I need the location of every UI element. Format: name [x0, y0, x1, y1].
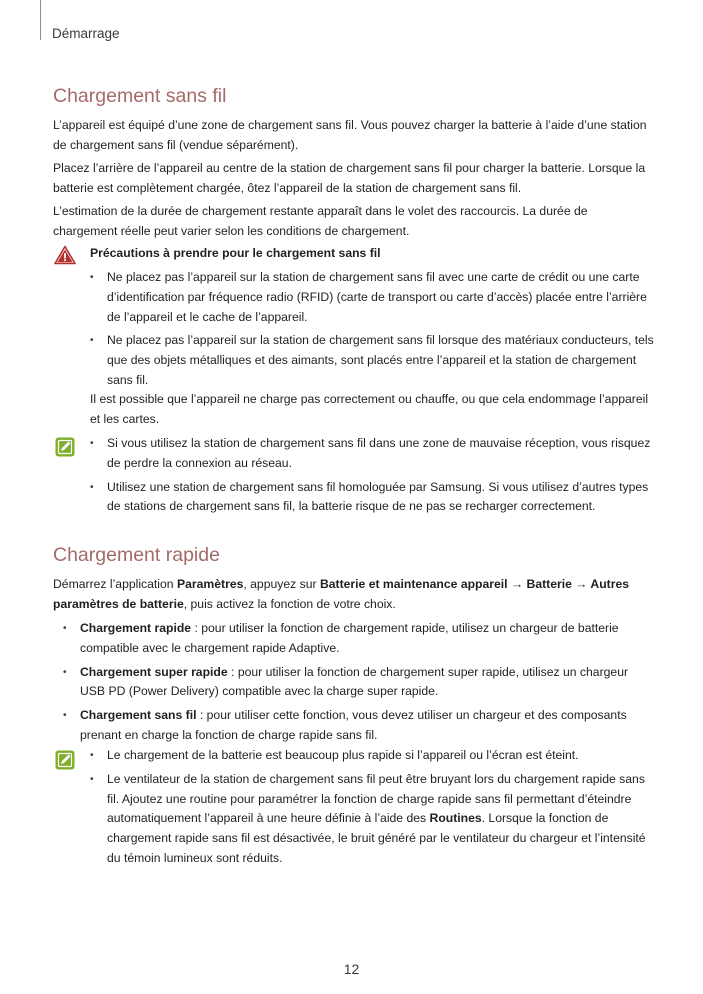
section-title-wireless: Chargement sans fil: [53, 85, 227, 107]
note-item-text: Le ventilateur de la station de chargement sans fil peut être bruyant lors du chargement rapide sans fil. Ajoutez une routine pour paramétrer la fonction de charge rapide sans fil permettant d’éteindre automatiquement l’appareil à une heure définie à l’aide des: [107, 771, 645, 826]
note-item-text: Le chargement de la batterie est beaucoup plus rapide si l’appareil ou l’écran est éteint.: [107, 748, 579, 762]
fast-note-list: [90, 746, 655, 873]
intro-text: Démarrez l’application: [53, 577, 177, 591]
option-text: : pour utiliser la fonction de chargement super rapide, utilisez un chargeur USB PD (Power Delivery) compatible avec la charge super rapide.: [80, 664, 629, 699]
list-item: [90, 746, 655, 766]
bullet: •: [90, 272, 94, 283]
bullet: •: [63, 666, 67, 678]
note-pencil-icon: [55, 437, 75, 457]
bullet: •: [90, 335, 94, 347]
option-text: : pour utiliser cette fonction, vous devez utiliser un chargeur et des composants prenant en charge la fonction de charge rapide sans fil.: [80, 708, 627, 742]
intro-settings-path: Batterie et maintenance appareil → Batterie → Autres paramètres de batterie: [53, 577, 630, 611]
wireless-paragraph-3: L’estimation de la durée de chargement restante apparaît dans le volet des raccourcis. La durée de chargement réelle peut varier selon les conditions de chargement.: [53, 204, 588, 238]
bullet: •: [90, 438, 94, 449]
bullet: •: [63, 623, 67, 634]
list-item: [90, 770, 655, 869]
list-item: [90, 434, 655, 474]
wireless-paragraph-1: L’appareil est équipé d’une zone de chargement sans fil. Vous pouvez charger la batterie à l’aide d’une station de chargement sans fil (vendue séparément).: [53, 118, 647, 152]
list-item: [63, 619, 655, 659]
caution-title: Précautions à prendre pour le chargement sans fil: [90, 246, 381, 260]
wireless-note-list: [90, 434, 655, 521]
margin-line: [40, 0, 41, 40]
intro-text: , appuyez sur: [243, 577, 320, 591]
caution-note: Il est possible que l’appareil ne charge pas correctement ou chauffe, ou que cela endommage l’appareil et les cartes.: [90, 392, 649, 426]
bullet: •: [90, 750, 94, 761]
option-label: Chargement sans fil: [80, 708, 197, 723]
intro-text: , puis activez la fonction de votre choix.: [183, 596, 396, 611]
option-label: Chargement rapide: [80, 621, 192, 635]
wireless-paragraph-2: Placez l’arrière de l’appareil au centre de la station de chargement sans fil pour charger la batterie. Lorsque la batterie est complètement chargée, ôtez l’appareil de la station de chargement sans fil.: [53, 161, 646, 195]
bullet: •: [90, 773, 94, 785]
note-item-text: Utilisez une station de chargement sans fil homologuée par Samsung. Si vous utilisez d’autres types de stations de chargement sans fil, la batterie risque de ne pas se recharger correctement.: [107, 479, 649, 514]
caution-item-text: Ne placez pas l’appareil sur la station de chargement sans fil lorsque des matériaux conducteurs, tels que des objets métalliques et des aimants, sont placés entre l’appareil et la station de chargement sans fil.: [107, 333, 654, 387]
running-header: Démarrage: [52, 26, 120, 41]
page-number: 12: [343, 961, 360, 977]
bullet: •: [90, 481, 94, 493]
warning-triangle-icon: [54, 245, 76, 265]
list-item: [63, 706, 655, 746]
list-item: [90, 331, 655, 390]
list-item: [63, 663, 655, 703]
note-pencil-icon: [55, 750, 75, 770]
caution-item-text: Ne placez pas l’appareil sur la station de chargement sans fil avec une carte de crédit ou une carte d’identification par fréquence radio (RFID) (carte de transport ou carte d’accès) placée entre l’arrière de l’appareil et le cache de l’appareil.: [107, 270, 647, 324]
caution-list: [90, 268, 655, 395]
option-text: : pour utiliser la fonction de chargement rapide, utilisez un chargeur de batterie compatible avec le chargement rapide Adaptive.: [80, 621, 619, 655]
routines-label: Routines: [429, 811, 482, 826]
fast-intro: [53, 575, 653, 615]
section-title-fast: Chargement rapide: [53, 544, 220, 566]
note-item-text: Si vous utilisez la station de chargement sans fil dans une zone de mauvaise réception, vous risquez de perdre la connexion au réseau.: [107, 436, 651, 470]
intro-app-name: Paramètres: [176, 577, 244, 591]
fast-options-list: [63, 619, 655, 750]
option-label: Chargement super rapide: [80, 664, 228, 679]
note-item-text: . Lorsque la fonction de chargement rapide sans fil est désactivée, le bruit généré par le ventilateur du chargeur et l’intensité du témoin lumineux sont réduits.: [107, 811, 646, 865]
list-item: [90, 478, 655, 518]
bullet: •: [63, 710, 67, 722]
list-item: [90, 268, 655, 327]
